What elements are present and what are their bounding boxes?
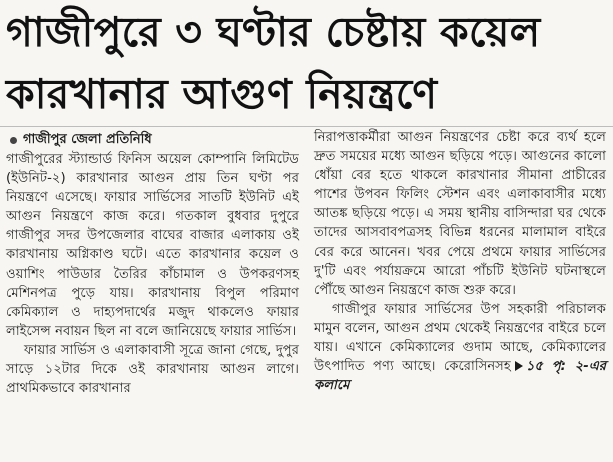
paragraph-with-continuation (314, 300, 606, 395)
headline-line-2: কারখানার আগুণ নিয়ন্ত্রণে (6, 70, 438, 118)
paragraph: নিরাপত্তাকর্মীরা আগুন নিয়ন্ত্রণের চেষ্টা করে ব্যর্থ হলে দ্রুত সময়ের মধ্যে আগুন ছড়িয়ে পড়ে। আগুনের কালো ধোঁয়া বের হতে থাকলে কারখানার সীমানা প্রাচীরের পাশের উপবন ফিলিং স্টেশন এবং এলাকাবাসীর মধ্যে আতঙ্ক ছড়িয়ে পড়ে। এ সময় স্থানীয় বাসিন্দারা ঘর থেকে তাদের আসবাবপত্রসহ বিভিন্ন ধরনের মালামাল বাইরে বের করে আনেন। খবর পেয়ে প্রথমে ফায়ার সার্ভিসের দু'টি এবং পর্যায়ক্রমে আরো পাঁচটি ইউনিট ঘটনাস্থলে পৌঁছে আগুন নিয়ন্ত্রণে কাজ শুরু করে। (314, 130, 606, 298)
headline-line-1: গাজীপুরে ৩ ঘণ্টার চেষ্টায় কয়েল (6, 8, 541, 56)
byline-text: গাজীপুর জেলা প্রতিনিধি (23, 132, 152, 148)
article-column-right (314, 128, 606, 395)
article-column-left (6, 130, 299, 398)
continuation-arrow-icon (515, 361, 523, 371)
paragraph-text: গাজীপুর ফায়ার সার্ভিসের উপ সহকারী পরিচালক মামুন বলেন, আগুন প্রথম থেকেই নিয়ন্ত্রণের বাইরে চলে যায়। এখানে কেমিক্যালের গুদাম আছে, কেমিক্যালের উৎপাদিত পণ্য আছে। কেরোসিনসহ (314, 301, 606, 375)
paragraph: ফায়ার সার্ভিস ও এলাকাবাসী সূত্রে জানা গেছে, দুপুর সাড়ে ১২টার দিকে ওই কারখানায় আগুন লাগে। প্রাথমিকভাবে কারখানার (6, 342, 299, 397)
headline-divider (0, 126, 613, 127)
headline (6, 4, 606, 122)
paragraph: গাজীপুরের স্ট্যান্ডার্ড ফিনিস অয়েল কোম্পানি লিমিটেড (ইউনিট-২) কারখানার আগুন প্রায় তিন ঘণ্টা পর নিয়ন্ত্রণে এসেছে। ফায়ার সার্ভিসের সাতটি ইউনিট এই আগুন নিয়ন্ত্রণে কাজ করে। গতকাল বুধবার দুপুরে গাজীপুর সদর উপজেলার বাঘের বাজার এলাকায় ওই কারখানায় অগ্নিকাণ্ড ঘটে। এতে কারখানার কয়েল ও ওয়াশিং পাউডার তৈরির কাঁচামাল ও উপকরণসহ মেশিনপত্র পুড়ে যায়। কারখানায় বিপুল পরিমাণ কেমিক্যাল ও দাহ্যপদার্থের মজুদ থাকলেও ফায়ার লাইসেন্স নবায়ন ছিল না বলে জানিয়েছে ফায়ার সার্ভিস। (6, 152, 299, 339)
bullet-icon (10, 137, 17, 144)
byline (6, 130, 299, 150)
continuation-note: ১৫ পৃ: ২-এর কলামে (314, 359, 606, 394)
